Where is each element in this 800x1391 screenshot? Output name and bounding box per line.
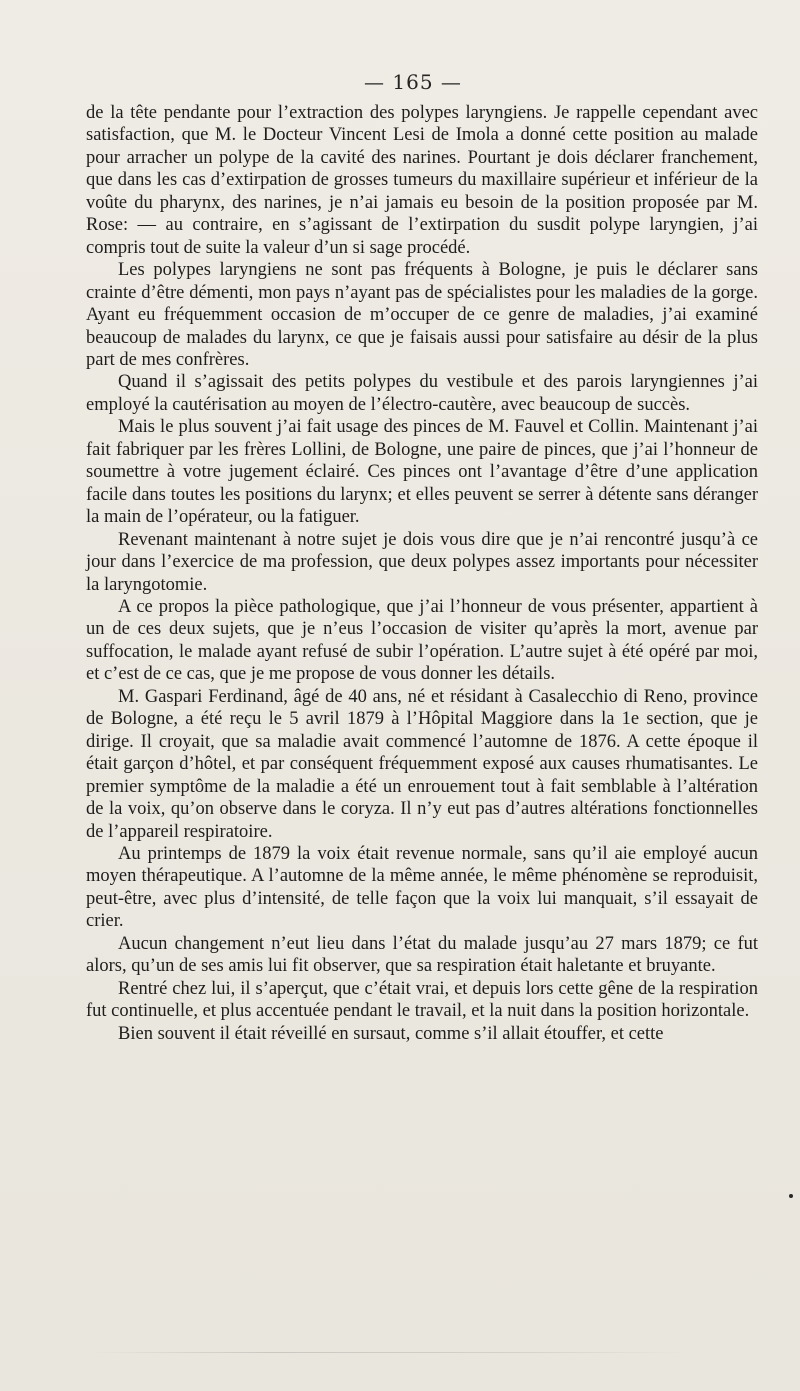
paragraph-11: Bien souvent il était réveillé en sursaut, comme s’il allait étouffer, et cette [118, 1023, 664, 1044]
paragraph-7: M. Gaspari Ferdinand, âgé de 40 ans, né et résidant à Casalecchio di Reno, province de Bologne, a été reçu le 5 avril 1879 à l’Hôpital Maggiore dans la 1e section, que je dirige. Il croyait, que sa maladie avait commencé l’automne de 1876. A cette époque il était garçon d’hôtel, et par conséquent fréquemment exposé aux causes rhumatisantes. Le premier symptôme de la maladie a été un enrouement tout à fait semblable à l’altération de la voix, qu’on observe dans le coryza. Il n’y eut pas d’autres altérations fonctionnelles de l’appareil respiratoire. [86, 686, 758, 842]
paragraph-9: Aucun changement n’eut lieu dans l’état du malade jusqu’au 27 mars 1879; ce fut alors, qu’un de ses amis lui fit observer, que sa respiration était haletante et bruyante. [86, 933, 758, 977]
scan-speck [789, 1194, 793, 1198]
page-number: — 165 — [364, 70, 462, 94]
paragraph-8: Au printemps de 1879 la voix était revenue normale, sans qu’il aie employé aucun moyen thérapeutique. A l’automne de la même année, le même phénomène se reproduisit, peut-être, avec plus d’intensité, de telle façon que la voix lui manquait, s’il essayait de crier. [86, 843, 758, 932]
paragraph-1: de la tête pendante pour l’extraction des polypes laryngiens. Je rappelle cependant avec satisfaction, que M. le Docteur Vincent Lesi de Imola a donné cette position au malade pour arracher un polype de la cavité des narines. Pourtant je dois déclarer franchement, que dans les cas d’extirpation de grosses tumeurs du maxillaire supérieur et inférieur de la voûte du pharynx, des narines, je n’ai jamais eu besoin de la position proposée par M. Rose: — au contraire, en s’agissant de l’extirpation du susdit polype laryngien, j’ai compris tout de suite la valeur d’un si sage procédé. [86, 103, 758, 258]
paragraph-4: Mais le plus souvent j’ai fait usage des pinces de M. Fauvel et Collin. Maintenant j’ai fait fabriquer par les frères Lollini, de Bologne, une paire de pinces, que j’ai l’honneur de soumettre à votre jugement éclairé. Ces pinces ont l’avantage d’être d’une application facile dans toutes les positions du larynx; et elles peuvent se serrer à détente sans déranger la main de l’opérateur, ou la fatiguer. [86, 417, 758, 528]
paragraph-10: Rentré chez lui, il s’aperçut, que c’était vrai, et depuis lors cette gêne de la respiration fut continuelle, et plus accentuée pendant le travail, et la nuit dans la position horizontale. [86, 978, 758, 1022]
bleed-through-line [90, 1352, 690, 1353]
paragraph-6: A ce propos la pièce pathologique, que j’ai l’honneur de vous présenter, appartient à un de ces deux sujets, que je n’eus l’occasion de visiter qu’après la mort, avenue par suffocation, le malade ayant refusé de subir l’opération. L’autre sujet à été opéré par moi, et c’est de ce cas, que je me propose de vous donner les détails. [86, 596, 758, 685]
body-text [86, 102, 758, 1045]
paragraph-3: Quand il s’agissait des petits polypes du vestibule et des parois laryngiennes j’ai employé la cautérisation au moyen de l’électro-cautère, avec beaucoup de succès. [86, 372, 758, 415]
paragraph-5: Revenant maintenant à notre sujet je dois vous dire que je n’ai rencontré jusqu’à ce jour dans l’exercice de ma profession, que deux polypes assez importants pour nécessiter la laryngotomie. [86, 529, 758, 595]
paragraph-2: Les polypes laryngiens ne sont pas fréquents à Bologne, je puis le déclarer sans crainte d’être démenti, mon pays n’ayant pas de spécialistes pour les maladies de la gorge. Ayant eu fréquemment occasion de m’occuper de ce genre de maladies, j’ai examiné beaucoup de malades du larynx, ce que je faisais aussi pour satisfaire au désir de la plus part de mes confrères. [86, 260, 758, 370]
